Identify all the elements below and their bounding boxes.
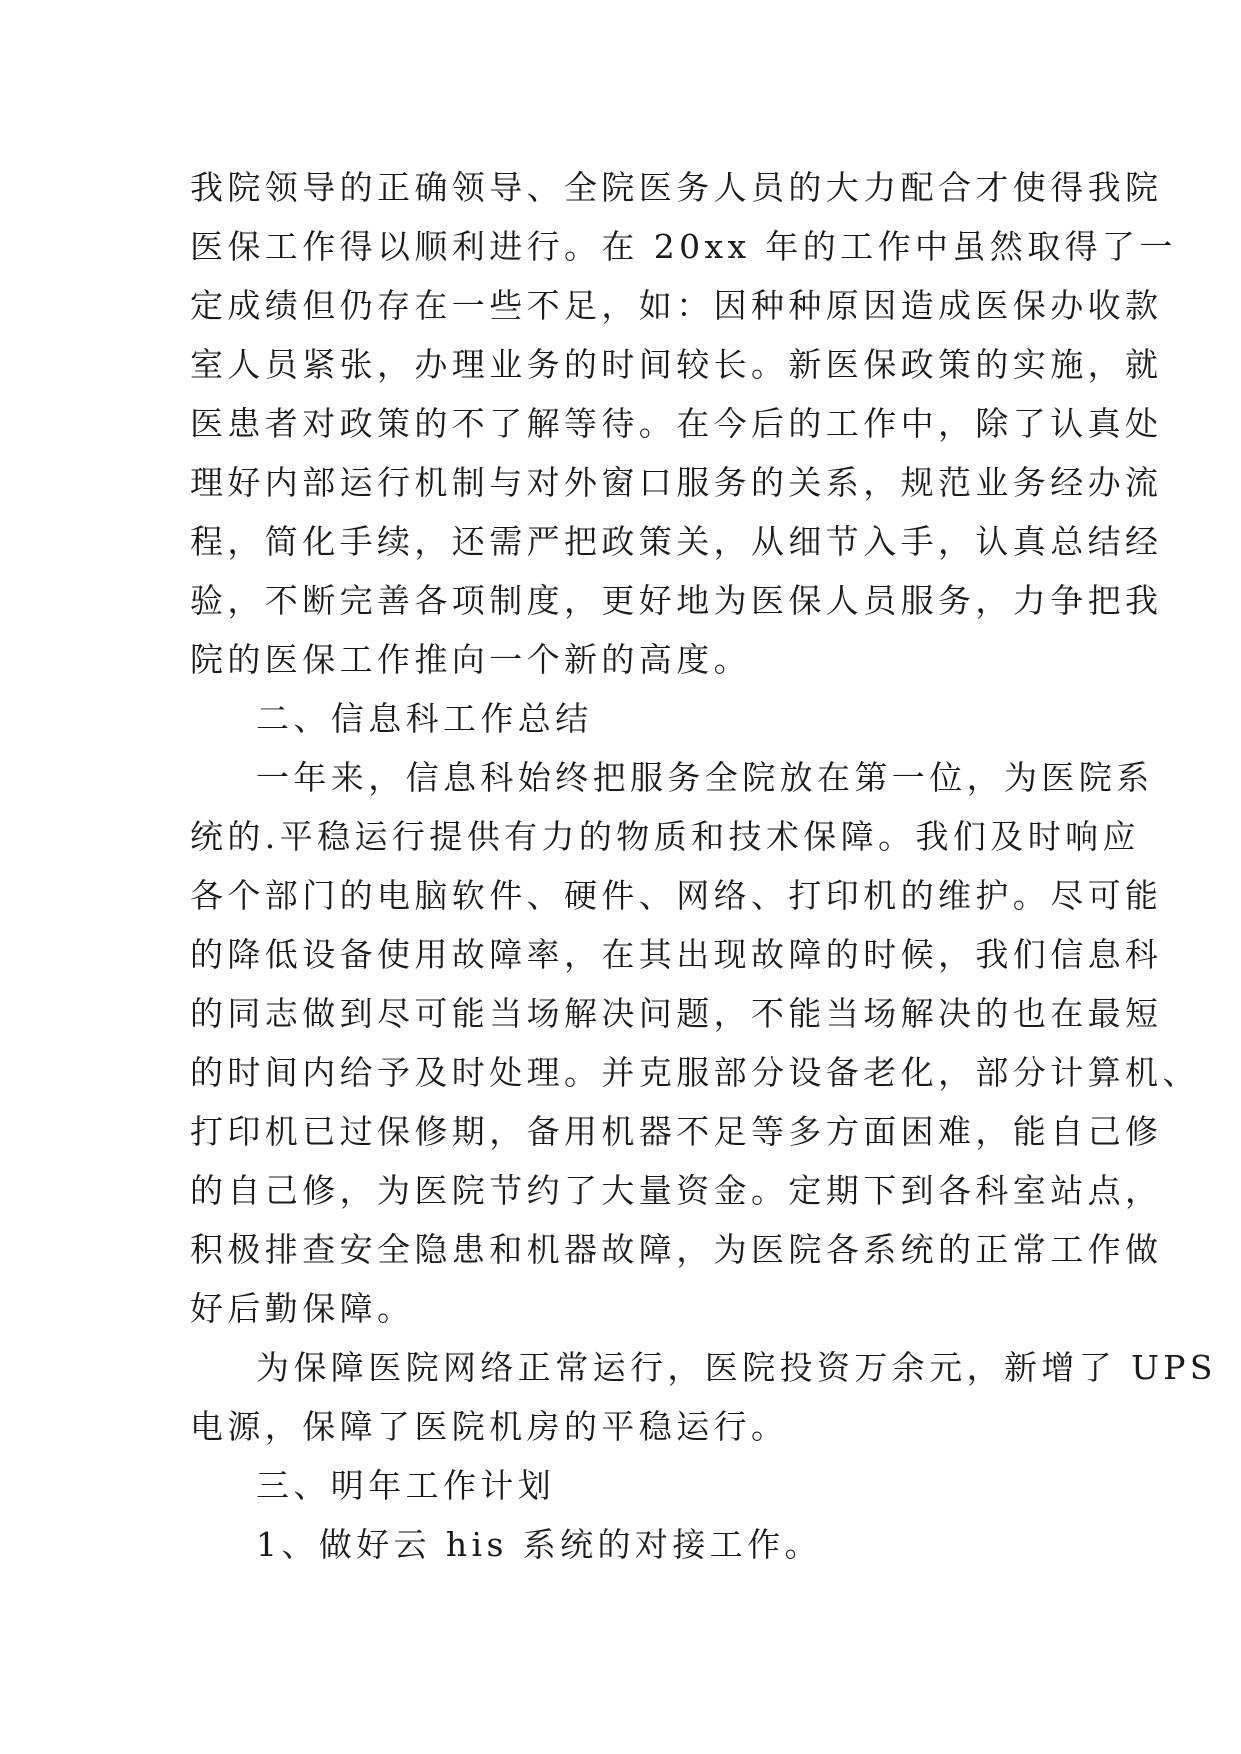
section-heading-information: 二、信息科工作总结 [256, 699, 593, 738]
text-line: 各个部门的电脑软件、硬件、网络、打印机的维护。尽可能 [190, 876, 1163, 915]
text-line: 统的.平稳运行提供有力的物质和技术保障。我们及时响应 [190, 817, 1140, 856]
text-line: 我院领导的正确领导、全院医务人员的大力配合才使得我院 [190, 168, 1163, 207]
text-line: 医保工作得以顺利进行。在 20xx 年的工作中虽然取得了一 [190, 227, 1177, 266]
text-line: 为保障医院网络正常运行，医院投资万余元，新增了 UPS [256, 1348, 1217, 1387]
text-line: 院的医保工作推向一个新的高度。 [190, 640, 751, 679]
plan-item: 1、做好云 his 系统的对接工作。 [256, 1525, 822, 1564]
document-body [190, 158, 1217, 1574]
text-line: 的自己修，为医院节约了大量资金。定期下到各科室站点， [190, 1171, 1163, 1210]
text-line: 程，简化手续，还需严把政策关，从细节入手，认真总结经 [190, 522, 1163, 561]
text-line: 验，不断完善各项制度，更好地为医保人员服务，力争把我 [190, 581, 1163, 620]
text-line: 打印机已过保修期，备用机器不足等多方面困难，能自己修 [190, 1112, 1163, 1151]
text-line: 的时间内给予及时处理。并克服部分设备老化，部分计算机、 [190, 1053, 1200, 1092]
text-line: 室人员紧张，办理业务的时间较长。新医保政策的实施，就 [190, 345, 1163, 384]
text-line: 定成绩但仍存在一些不足，如：因种种原因造成医保办收款 [190, 286, 1163, 325]
text-line: 医患者对政策的不了解等待。在今后的工作中，除了认真处 [190, 404, 1163, 443]
section-heading-plan: 三、明年工作计划 [256, 1466, 556, 1505]
text-line: 积极排查安全隐患和机器故障，为医院各系统的正常工作做 [190, 1230, 1163, 1269]
text-line: 理好内部运行机制与对外窗口服务的关系，规范业务经办流 [190, 463, 1163, 502]
text-line: 好后勤保障。 [190, 1289, 415, 1328]
text-line: 的同志做到尽可能当场解决问题，不能当场解决的也在最短 [190, 994, 1163, 1033]
text-line: 一年来，信息科始终把服务全院放在第一位，为医院系 [256, 758, 1154, 797]
text-line: 电源，保障了医院机房的平稳运行。 [190, 1407, 789, 1446]
text-line: 的降低设备使用故障率，在其出现故障的时候，我们信息科 [190, 935, 1163, 974]
